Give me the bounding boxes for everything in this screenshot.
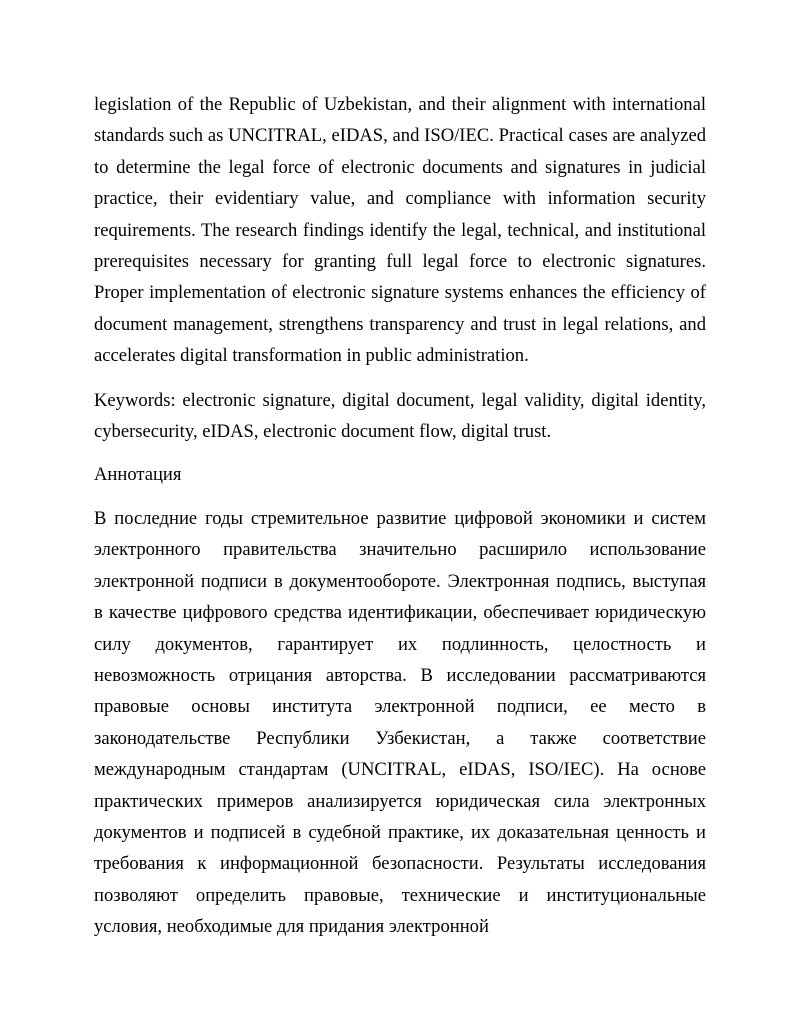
abstract-russian-paragraph: В последние годы стремительное развитие цифровой экономики и систем электронного правительства значительно расширило использование электронной подписи в документообороте. Электронная подпись, выступая в качестве цифрового средства идентификации, обеспечивает юридическую силу документов, гарантирует их подлинность, целостность и невозможность отрицания авторства. В исследовании рассматриваются правовые основы института электронной подписи, ее место в законодательстве Республики Узбекистан, а также соответствие международным стандартам (UNCITRAL, eIDAS, ISO/IEC). На основе практических примеров анализируется юридическая сила электронных документов и подписей в судебной практике, их доказательная ценность и требования к информационной безопасности. Результаты исследования позволяют определить правовые, технические и институциональные условия, необходимые для придания электронной <box>94 507 706 938</box>
keywords-paragraph: Keywords: electronic signature, digital document, legal validity, digital identity, cybersecurity, eIDAS, electronic document flow, digital trust. <box>94 389 706 443</box>
abstract-english-paragraph: legislation of the Republic of Uzbekistan, and their alignment with international standards such as UNCITRAL, eIDAS, and ISO/IEC. Practical cases are analyzed to determine the legal force of electronic documents and signatures in judicial practice, their evidentiary value, and compliance with information security requirements. The research findings identify the legal, technical, and institutional prerequisites necessary for granting full legal force to electronic signatures. Proper implementation of electronic signature systems enhances the efficiency of document management, strengthens transparency and trust in legal relations, and accelerates digital transformation in public administration. <box>94 94 706 367</box>
russian-abstract-heading: Аннотация <box>94 464 182 486</box>
document-page <box>94 89 706 943</box>
